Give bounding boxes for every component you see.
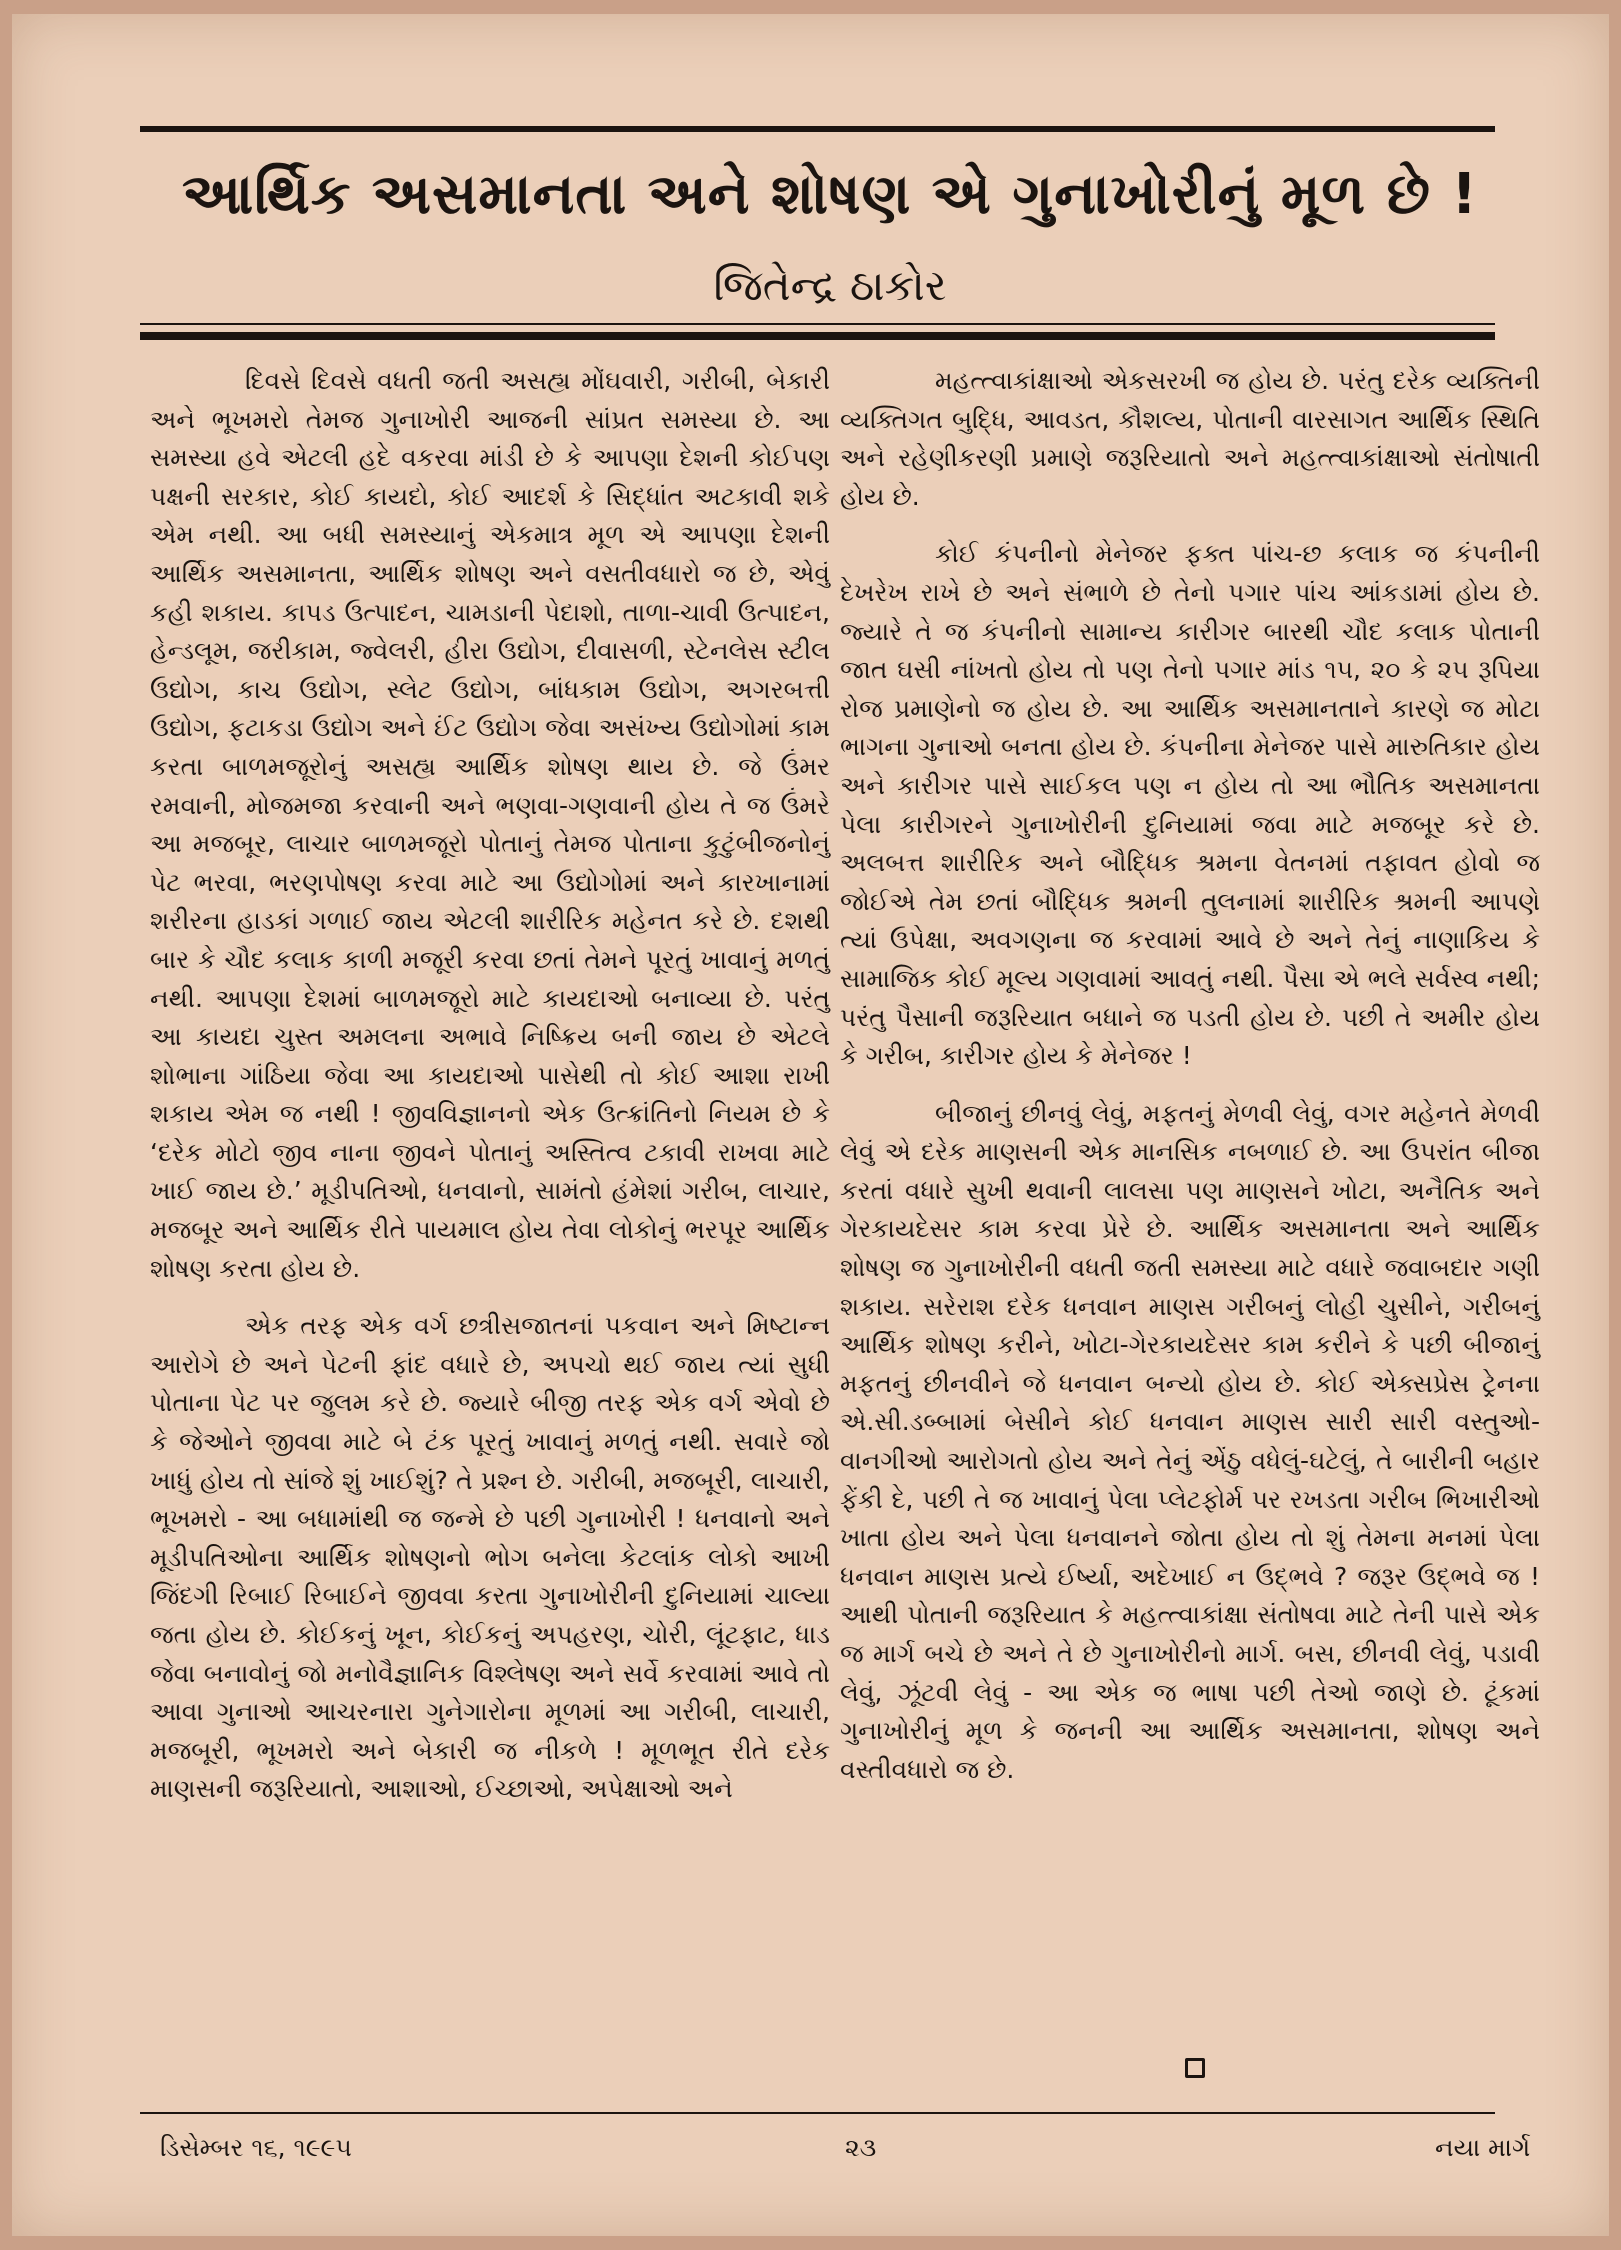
paragraph: કોઈ કંપનીનો મેનેજર ફક્ત પાંચ-છ કલાક જ કંપનીની દેખરેખ રાખે છે અને સંભાળે છે તેનો પગાર પાંચ આંકડામાં હોય છે. જ્યારે તે જ કંપનીનો સામાન્ય કારીગર બારથી ચૌદ કલાક પોતાની જાત ઘસી નાંખતો હોય તો પણ તેનો પગાર માંડ ૧૫, ૨૦ કે ૨૫ રૂપિયા રોજ પ્રમાણેનો જ હોય છે. આ આર્થિક અસમાનતાને કારણે જ મોટા ભાગના ગુનાઓ બનતા હોય છે. કંપનીના મેનેજર પાસે મારુતિકાર હોય અને કારીગર પાસે સાઈકલ પણ ન હોય તો આ ભૌતિક અસમાનતા પેલા કારીગરને ગુનાખોરીની દુનિયામાં જવા માટે મજબૂર કરે છે. અલબત્ત શારીરિક અને બૌદ્ધિક શ્રમના વેતનમાં તફાવત હોવો જ જોઈએ તેમ છતાં બૌદ્ધિક શ્રમની તુલનામાં શારીરિક શ્રમની આપણે ત્યાં ઉપેક્ષા, અવગણના જ કરવામાં આવે છે અને તેનું નાણાકિય કે સામાજિક કોઈ મૂલ્ય ગણવામાં આવતું નથી. પૈસા એ ભલે સર્વસ્વ નથી; પરંતુ પૈસાની જરૂરિયાત બધાને જ પડતી હોય છે. પછી તે અમીર હોય કે ગરીબ, કારીગર હોય કે મેનેજર ! [840,539,1540,1071]
left-column [150,362,830,1828]
header-rule-thick [140,332,1495,340]
paragraph: દિવસે દિવસે વધતી જતી અસહ્ય મોંઘવારી, ગરીબી, બેકારી અને ભૂખમરો તેમજ ગુનાખોરી આજની સાંપ્રત સમસ્યા છે. આ સમસ્યા હવે એટલી હદે વકરવા માંડી છે કે આપણા દેશની કોઈપણ પક્ષની સરકાર, કોઈ કાયદો, કોઈ આદર્શ કે સિદ્ધાંત અટકાવી શકે એમ નથી. આ બધી સમસ્યાનું એકમાત્ર મૂળ એ આપણા દેશની આર્થિક અસમાનતા, આર્થિક શોષણ અને વસતીવધારો જ છે, એવું કહી શકાય. કાપડ ઉત્પાદન, ચામડાની પેદાશો, તાળા-ચાવી ઉત્પાદન, હેન્ડલૂમ, જરીકામ, જ્વેલરી, હીરા ઉદ્યોગ, દીવાસળી, સ્ટેનલેસ સ્ટીલ ઉદ્યોગ, કાચ ઉદ્યોગ, સ્લેટ ઉદ્યોગ, બાંધકામ ઉદ્યોગ, અગરબત્તી ઉદ્યોગ, ફટાકડા ઉદ્યોગ અને ઈંટ ઉદ્યોગ જેવા અસંખ્ય ઉદ્યોગોમાં કામ કરતા બાળમજૂરોનું અસહ્ય આર્થિક શોષણ થાય છે. જે ઉંમર રમવાની, મોજમજા કરવાની અને ભણવા-ગણવાની હોય તે જ ઉંમરે આ મજબૂર, લાચાર બાળમજૂરો પોતાનું તેમજ પોતાના કુટુંબીજનોનું પેટ ભરવા, ભરણપોષણ કરવા માટે આ ઉદ્યોગોમાં અને કારખાનામાં શરીરના હાડકાં ગળાઈ જાય એટલી શારીરિક મહેનત કરે છે. દશથી બાર કે ચૌદ કલાક કાળી મજૂરી કરવા છતાં તેમને પૂરતું ખાવાનું મળતું નથી. આપણા દેશમાં બાળમજૂરો માટે કાયદાઓ બનાવ્યા છે. પરંતુ આ કાયદા ચુસ્ત અમલના અભાવે નિષ્ક્રિય બની જાય છે એટલે શોભાના ગાંઠિયા જેવા આ કાયદાઓ પાસેથી તો કોઈ આશા રાખી શકાય એમ જ નથી ! જીવવિજ્ઞાનનો એક ઉત્ક્રાંતિનો નિયમ છે કે ‘દરેક મોટો જીવ નાના જીવને પોતાનું અસ્તિત્વ ટકાવી રાખવા માટે ખાઈ જાય છે.’ મૂડીપતિઓ, ધનવાનો, સામંતો હંમેશાં ગરીબ, લાચાર, મજબૂર અને આર્થિક રીતે પાયમાલ હોય તેવા લોકોનું ભરપૂર આર્થિક શોષણ કરતા હોય છે. [150,366,830,1283]
footer-date: ડિસેમ્બર ૧૬, ૧૯૯૫ [160,2133,352,2162]
top-rule [140,126,1495,132]
page-number: ૨૩ [845,2133,877,2162]
right-column [840,362,1540,1808]
magazine-name: નયા માર્ગ [1435,2133,1531,2162]
header-rule-thin [140,323,1495,325]
article-author: જિતેન્દ્ર ઠાકોર [713,261,947,310]
paragraph: બીજાનું છીનવું લેવું, મફતનું મેળવી લેવું, વગર મહેનતે મેળવી લેવું એ દરેક માણસની એક માનસિક નબળાઈ છે. આ ઉપરાંત બીજા કરતાં વધારે સુખી થવાની લાલસા પણ માણસને ખોટા, અનૈતિક અને ગેરકાયદેસર કામ કરવા પ્રેરે છે. આર્થિક અસમાનતા અને આર્થિક શોષણ જ ગુનાખોરીની વધતી જતી સમસ્યા માટે વધારે જવાબદાર ગણી શકાય. સરેરાશ દરેક ધનવાન માણસ ગરીબનું લોહી ચુસીને, ગરીબનું આર્થિક શોષણ કરીને, ખોટા-ગેરકાયદેસર કામ કરીને કે પછી બીજાનું મફતનું છીનવીને જે ધનવાન બન્યો હોય છે. કોઈ એક્સપ્રેસ ટ્રેનના એ.સી.ડબ્બામાં બેસીને કોઈ ધનવાન માણસ સારી સારી વસ્તુઓ-વાનગીઓ આરોગતો હોય અને તેનું એંઠુ વધેલું-ઘટેલું, તે બારીની બહાર ફેંકી દે, પછી તે જ ખાવાનું પેલા પ્લેટફોર્મ પર રખડતા ગરીબ ભિખારીઓ ખાતા હોય અને પેલા ધનવાનને જોતા હોય તો શું તેમના મનમાં પેલા ધનવાન માણસ પ્રત્યે ઈર્ષ્યા, અદેખાઈ ન ઉદ્ભવે ? જરૂર ઉદ્ભવે જ ! આથી પોતાની જરૂરિયાત કે મહત્ત્વાકાંક્ષા સંતોષવા માટે તેની પાસે એક જ માર્ગ બચે છે અને તે છે ગુનાખોરીનો માર્ગ. બસ, છીનવી લેવું, પડાવી લેવું, ઝૂંટવી લેવું - આ એક જ ભાષા પછી તેઓ જાણે છે. ટૂંકમાં ગુનાખોરીનું મૂળ કે જનની આ આર્થિક અસમાનતા, શોષણ અને વસ્તીવધારો જ છે. [840,1098,1540,1784]
end-of-article-mark [1185,2058,1205,2078]
paragraph: મહત્ત્વાકાંક્ષાઓ એકસરખી જ હોય છે. પરંતુ દરેક વ્યક્તિની વ્યક્તિગત બુદ્ધિ, આવડત, કૌશલ્ય, પોતાની વારસાગત આર્થિક સ્થિતિ અને રહેણીકરણી પ્રમાણે જરૂરિયાતો અને મહત્ત્વાકાંક્ષાઓ સંતોષાતી હોય છે. [840,366,1540,511]
article-title: આર્થિક અસમાનતા અને શોષણ એ ગુનાખોરીનું મૂળ છે ! [182,162,1478,227]
footer-rule [140,2112,1495,2114]
paragraph: એક તરફ એક વર્ગ છત્રીસજાતનાં પકવાન અને મિષ્ટાન્ન આરોગે છે અને પેટની ફાંદ વધારે છે, અપચો થઈ જાય ત્યાં સુધી પોતાના પેટ પર જુલમ કરે છે. જ્યારે બીજી તરફ એક વર્ગ એવો છે કે જેઓને જીવવા માટે બે ટંક પૂરતું ખાવાનું મળતું નથી. સવારે જો ખાધું હોય તો સાંજે શું ખાઈશું? તે પ્રશ્ન છે. ગરીબી, મજબૂરી, લાચારી, ભૂખમરો - આ બધામાંથી જ જન્મે છે પછી ગુનાખોરી ! ધનવાનો અને મૂડીપતિઓના આર્થિક શોષણનો ભોગ બનેલા કેટલાંક લોકો આખી જિંદગી રિબાઈ રિબાઈને જીવવા કરતા ગુનાખોરીની દુનિયામાં ચાલ્યા જતા હોય છે. કોઈકનું ખૂન, કોઈકનું અપહરણ, ચોરી, લૂંટફાટ, ધાડ જેવા બનાવોનું જો મનોવૈજ્ઞાનિક વિશ્લેષણ અને સર્વે કરવામાં આવે તો આવા ગુનાઓ આચરનારા ગુનેગારોના મૂળમાં આ ગરીબી, લાચારી, મજબૂરી, ભૂખમરો અને બેકારી જ નીકળે ! મૂળભૂત રીતે દરેક માણસની જરૂરિયાતો, આશાઓ, ઈચ્છાઓ, અપેક્ષાઓ અને [150,1311,830,1804]
